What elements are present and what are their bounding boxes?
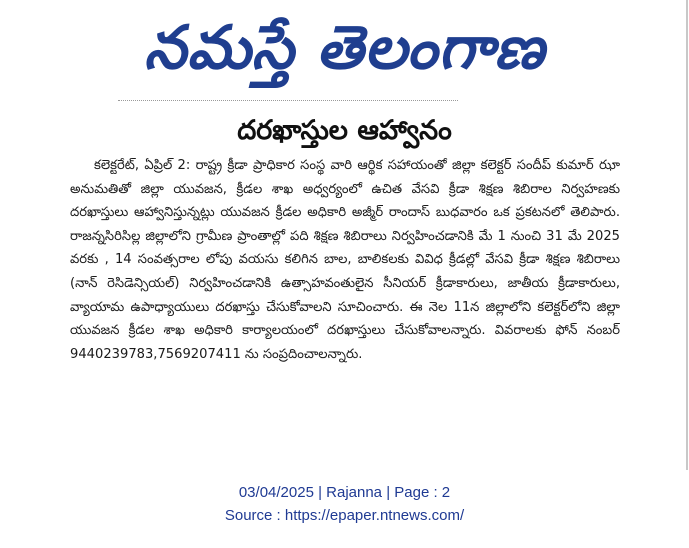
footer-source-link[interactable]: Source : https://epaper.ntnews.com/: [224, 507, 465, 524]
masthead: [0, 0, 689, 96]
masthead-title: నమస్తే తెలంగాణ: [143, 13, 546, 83]
article-body: కలెక్టరేట్, ఏప్రిల్ 2: రాష్ట్ర క్రీడా ప్రాధికార సంస్థ వారి ఆర్థిక సహాయంతో జిల్లా కలెక్టర్ సందీప్ కుమార్ ఝా అనుమతితో జిల్లా యువజన, క్రీడల శాఖ అధ్వర్యంలో ఉచిత వేసవి క్రీడా శిక్షణ శిబిరాల నిర్వహణకు దరఖాస్తులు ఆహ్వానిస్తున్నట్లు యువజన క్రీడల అధికారి అజ్మీర్ రాందాస్ బుధవారం ఒక ప్రకటనలో తెలిపారు. రాజన్నసిరిసిల్ల జిల్లాలోని గ్రామీణ ప్రాంతాల్లో పది శిక్షణ శిబిరాలు నిర్వహించడానికి మే 1 నుంచి 31 మే 2025 వరకు , 14 సంవత్సరాల లోపు వయసు కలిగిన బాల, బాలికలకు వివిధ క్రీడల్లో వేసవి క్రీడా శిక్షణ శిబిరాలు (నాన్ రెసిడెన్సియల్) నిర్వహించడానికి ఉత్సాహవంతులైన సీనియర్ క్రీడాకారులు, జాతీయ క్రీడాకారులు, వ్యాయామ ఉపాధ్యాయులు దరఖాస్తు చేసుకోవాలని సూచించారు. ఈ నెల 11న జిల్లాలోని కలెక్టర్‌లోని జిల్లా యువజన క్రీడల శాఖ అధికారి కార్యాలయంలో దరఖాస్తులు చేసుకోవాలన్నారు. వివరాలకు ఫోన్ నంబర్ 9440239783,7569207411 ను సంప్రదించాలన్నారు.: [70, 158, 620, 362]
clipping-border: [686, 0, 688, 470]
article-headline: దరఖాస్తుల ఆహ్వానం: [237, 115, 452, 146]
footer-date-edition: 03/04/2025 | Rajanna | Page : 2: [238, 484, 451, 501]
header-divider: [118, 100, 458, 105]
